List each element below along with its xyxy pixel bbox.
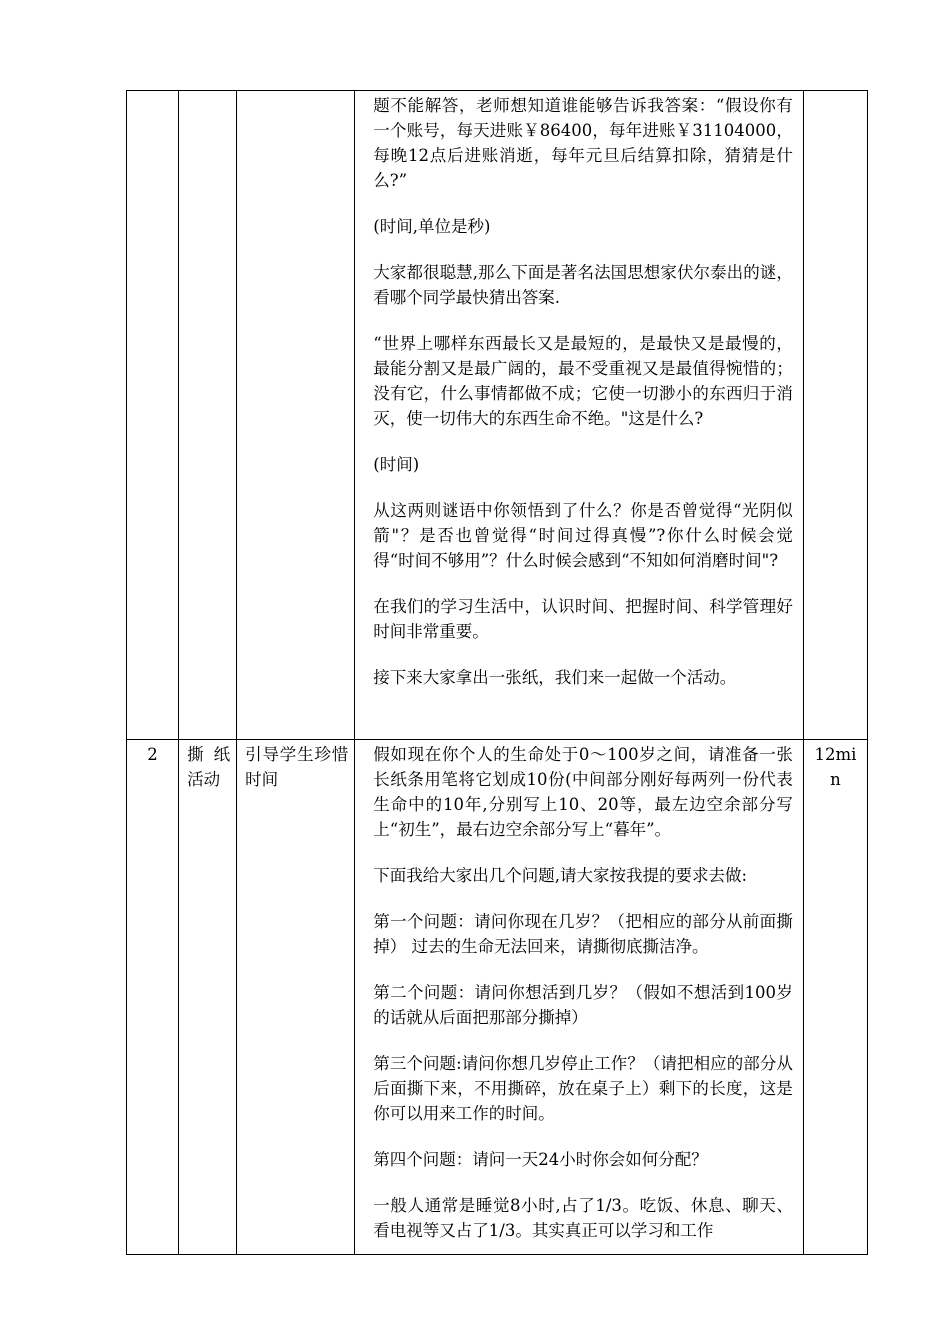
activity-time: 12min bbox=[814, 745, 857, 789]
content-paragraph: (时间,单位是秒) bbox=[373, 217, 491, 236]
time-cell bbox=[803, 740, 867, 1255]
content-paragraph: 接下来大家拿出一张纸，我们来一起做一个活动。 bbox=[373, 668, 737, 687]
step-number: 2 bbox=[147, 745, 158, 764]
content-paragraph: 题不能解答，老师想知道谁能够告诉我答案：“假设你有一个账号，每天进账￥86400，每年进账￥31104000，每晚12点后进账消逝，每年元旦后结算扣除，猜猜是什么?” bbox=[373, 96, 793, 190]
content-paragraph: “世界上哪样东西最长又是最短的，是最快又是最慢的，最能分割又是最广阔的，最不受重视又是最值得惋惜的；没有它，什么事情都做不成；它使一切渺小的东西归于消灭，使一切伟大的东西生命不绝。"这是什么? bbox=[373, 334, 793, 428]
content-paragraph: 一般人通常是睡觉8小时,占了1/3。吃饭、休息、聊天、看电视等又占了1/3。其实真正可以学习和工作 bbox=[373, 1196, 793, 1240]
content-paragraph: 在我们的学习生活中，认识时间、把握时间、科学管理好时间非常重要。 bbox=[373, 597, 793, 641]
activity-name bbox=[179, 91, 236, 93]
activity-cell bbox=[179, 91, 237, 740]
goal-cell bbox=[237, 91, 355, 740]
step-number-cell bbox=[127, 740, 179, 1255]
content-cell bbox=[355, 740, 804, 1255]
content-paragraph: 第二个问题：请问你想活到几岁？（假如不想活到100岁的话就从后面把那部分撕掉） bbox=[373, 983, 793, 1027]
table-row bbox=[127, 91, 868, 740]
lesson-plan-table bbox=[126, 90, 868, 1255]
activity-cell bbox=[179, 740, 237, 1255]
content-paragraph: 假如现在你个人的生命处于0～100岁之间，请准备一张长纸条用笔将它划成10份(中间部分刚好每两列一份代表生命中的10年,分别写上10、20等，最左边空余部分写上“初生”，最右边空余部分写上“暮年”。 bbox=[373, 745, 793, 839]
content-paragraph: 大家都很聪慧,那么下面是著名法国思想家伏尔泰出的谜，看哪个同学最快猜出答案. bbox=[373, 263, 793, 307]
activity-name: 撕纸活动 bbox=[187, 745, 231, 789]
goal-cell bbox=[237, 740, 355, 1255]
content-paragraph: 第四个问题：请问一天24小时你会如何分配？ bbox=[373, 1150, 708, 1169]
content-paragraph: 下面我给大家出几个问题,请大家按我提的要求去做: bbox=[373, 866, 748, 885]
content-paragraph: 第一个问题：请问你现在几岁？（把相应的部分从前面撕掉） 过去的生命无法回来，请撕彻底撕洁净。 bbox=[373, 912, 793, 956]
content-cell bbox=[355, 91, 804, 740]
table-row bbox=[127, 740, 868, 1255]
step-number-cell bbox=[127, 91, 179, 740]
activity-time bbox=[804, 91, 867, 93]
activity-goal bbox=[237, 91, 354, 93]
time-cell bbox=[803, 91, 867, 740]
content-paragraph: 第三个问题:请问你想几岁停止工作？（请把相应的部分从后面撕下来，不用撕碎，放在桌子上）剩下的长度，这是你可以用来工作的时间。 bbox=[373, 1054, 793, 1123]
content-paragraph: 从这两则谜语中你领悟到了什么？你是否曾觉得“光阴似箭"？是否也曾觉得“时间过得真慢”?你什么时候会觉得“时间不够用”？什么时候会感到“不知如何消磨时间"? bbox=[373, 501, 793, 570]
content-paragraph: (时间) bbox=[373, 455, 420, 474]
activity-goal: 引导学生珍惜时间 bbox=[245, 745, 349, 789]
